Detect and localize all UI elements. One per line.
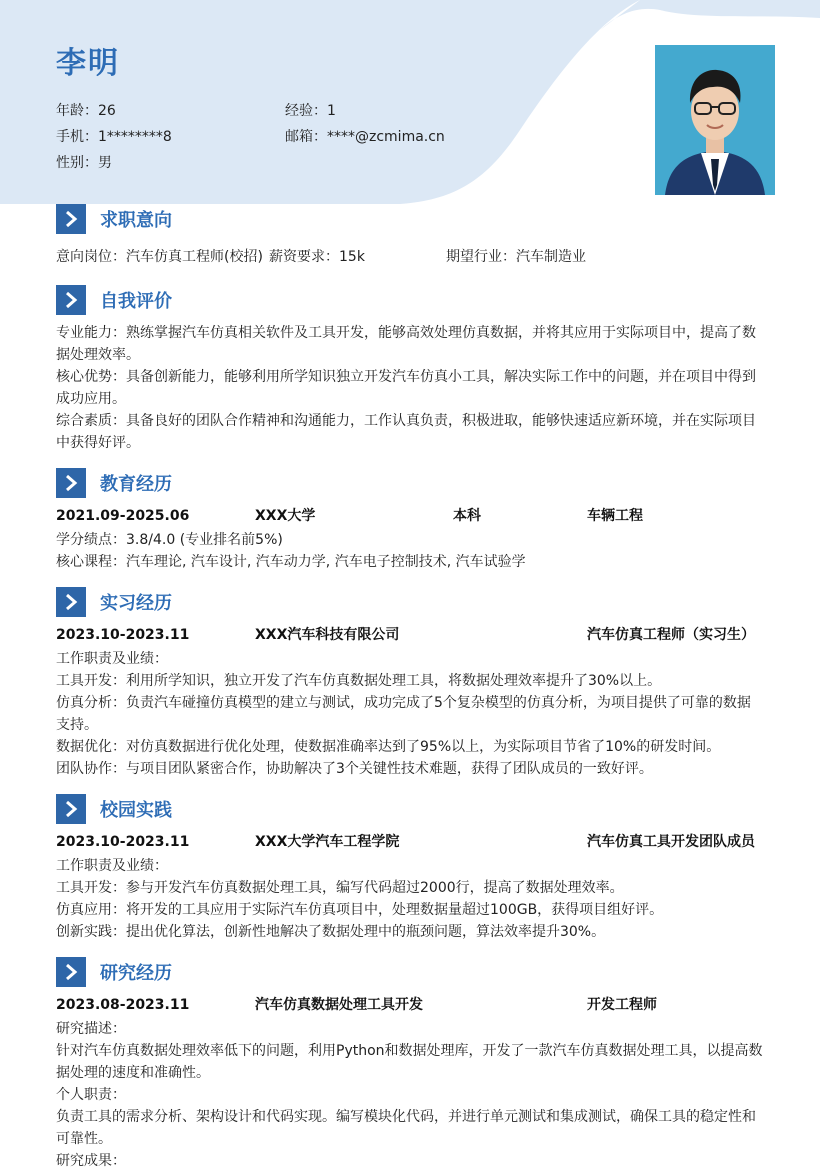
self-eval-line: 专业能力：熟练掌握汽车仿真相关软件及工具开发，能够高效处理仿真数据，并将其应用于实际项目中，提高了数	[56, 325, 756, 341]
chevron-right-icon	[56, 587, 86, 617]
education-courses: 核心课程：汽车理论, 汽车设计, 汽车动力学, 汽车电子控制技术, 汽车试验学	[56, 554, 526, 570]
campus-line: 工具开发：参与开发汽车仿真数据处理工具，编写代码超过2000行，提高了数据处理效率。	[56, 880, 624, 896]
campus-org: XXX大学汽车工程学院	[255, 834, 400, 850]
section-title: 校园实践	[100, 800, 172, 821]
education-degree: 本科	[453, 508, 481, 524]
self-eval-line: 综合素质：具备良好的团队合作精神和沟通能力，工作认真负责，积极进取，能够快速适应新环境，并在实际项目	[56, 413, 756, 429]
candidate-name: 李明	[56, 46, 120, 81]
internship-line: 团队协作：与项目团队紧密合作，协助解决了3个关键性技术难题，获得了团队成员的一致好评。	[56, 761, 653, 777]
education-date: 2021.09-2025.06	[56, 508, 190, 524]
internship-company: XXX汽车科技有限公司	[255, 627, 400, 643]
intent-salary: 薪资要求：15k	[269, 249, 365, 265]
education-school: XXX大学	[255, 508, 316, 524]
gender-field: 性别：男	[56, 155, 112, 171]
research-date: 2023.08-2023.11	[56, 997, 190, 1013]
experience-field: 经验：1	[285, 103, 336, 119]
internship-date: 2023.10-2023.11	[56, 627, 190, 643]
research-line: 负责工具的需求分析、架构设计和代码实现。编写模块化代码，并进行单元测试和集成测试，确保工具的稳定性和	[56, 1109, 756, 1125]
internship-line: 仿真分析：负责汽车碰撞仿真模型的建立与测试，成功完成了5个复杂模型的仿真分析，为项目提供了可靠的数据	[56, 695, 751, 711]
section-research	[56, 957, 172, 987]
research-role: 开发工程师	[587, 997, 657, 1013]
age-field: 年龄：26	[56, 103, 116, 119]
campus-date: 2023.10-2023.11	[56, 834, 190, 850]
section-title: 实习经历	[100, 593, 172, 614]
email-field: 邮箱：****@zcmima.cn	[285, 129, 445, 145]
research-line: 个人职责：	[56, 1087, 126, 1103]
self-eval-line: 成功应用。	[56, 391, 126, 407]
chevron-right-icon	[56, 957, 86, 987]
research-line: 据处理的速度和准确性。	[56, 1065, 210, 1081]
education-major: 车辆工程	[587, 508, 643, 524]
research-line: 研究成果：	[56, 1153, 126, 1169]
section-title: 求职意向	[100, 210, 172, 231]
self-eval-line: 据处理效率。	[56, 347, 140, 363]
internship-role: 汽车仿真工程师（实习生）	[587, 627, 755, 643]
research-line: 针对汽车仿真数据处理效率低下的问题，利用Python和数据处理库，开发了一款汽车仿真数据处理工具，以提高数	[56, 1043, 763, 1059]
campus-line: 工作职责及业绩：	[56, 858, 168, 874]
education-gpa: 学分绩点：3.8/4.0 (专业排名前5%)	[56, 532, 283, 548]
intent-industry: 期望行业：汽车制造业	[446, 249, 586, 265]
research-line: 可靠性。	[56, 1131, 112, 1147]
phone-field: 手机：1********8	[56, 129, 172, 145]
chevron-right-icon	[56, 794, 86, 824]
research-project: 汽车仿真数据处理工具开发	[255, 997, 423, 1013]
chevron-right-icon	[56, 285, 86, 315]
profile-photo	[655, 45, 775, 195]
section-internship	[56, 587, 172, 617]
section-title: 自我评价	[100, 291, 172, 312]
chevron-right-icon	[56, 204, 86, 234]
section-campus	[56, 794, 172, 824]
internship-line: 支持。	[56, 717, 98, 733]
section-title: 教育经历	[100, 474, 172, 495]
chevron-right-icon	[56, 468, 86, 498]
internship-line: 工具开发：利用所学知识，独立开发了汽车仿真数据处理工具，将数据处理效率提升了30%以上。	[56, 673, 662, 689]
campus-line: 创新实践：提出优化算法，创新性地解决了数据处理中的瓶颈问题，算法效率提升30%。	[56, 924, 606, 940]
section-self-eval	[56, 285, 172, 315]
intent-position: 意向岗位：汽车仿真工程师(校招)	[56, 249, 263, 265]
section-title: 研究经历	[100, 963, 172, 984]
internship-line: 数据优化：对仿真数据进行优化处理，使数据准确率达到了95%以上，为实际项目节省了10%的研发时间。	[56, 739, 721, 755]
self-eval-line: 核心优势：具备创新能力，能够利用所学知识独立开发汽车仿真小工具，解决实际工作中的问题，并在项目中得到	[56, 369, 756, 385]
campus-line: 仿真应用：将开发的工具应用于实际汽车仿真项目中，处理数据量超过100GB，获得项目组好评。	[56, 902, 664, 918]
section-intent	[56, 204, 172, 234]
section-education	[56, 468, 172, 498]
research-line: 研究描述：	[56, 1021, 126, 1037]
campus-role: 汽车仿真工具开发团队成员	[587, 834, 755, 850]
internship-line: 工作职责及业绩：	[56, 651, 168, 667]
self-eval-line: 中获得好评。	[56, 435, 140, 451]
